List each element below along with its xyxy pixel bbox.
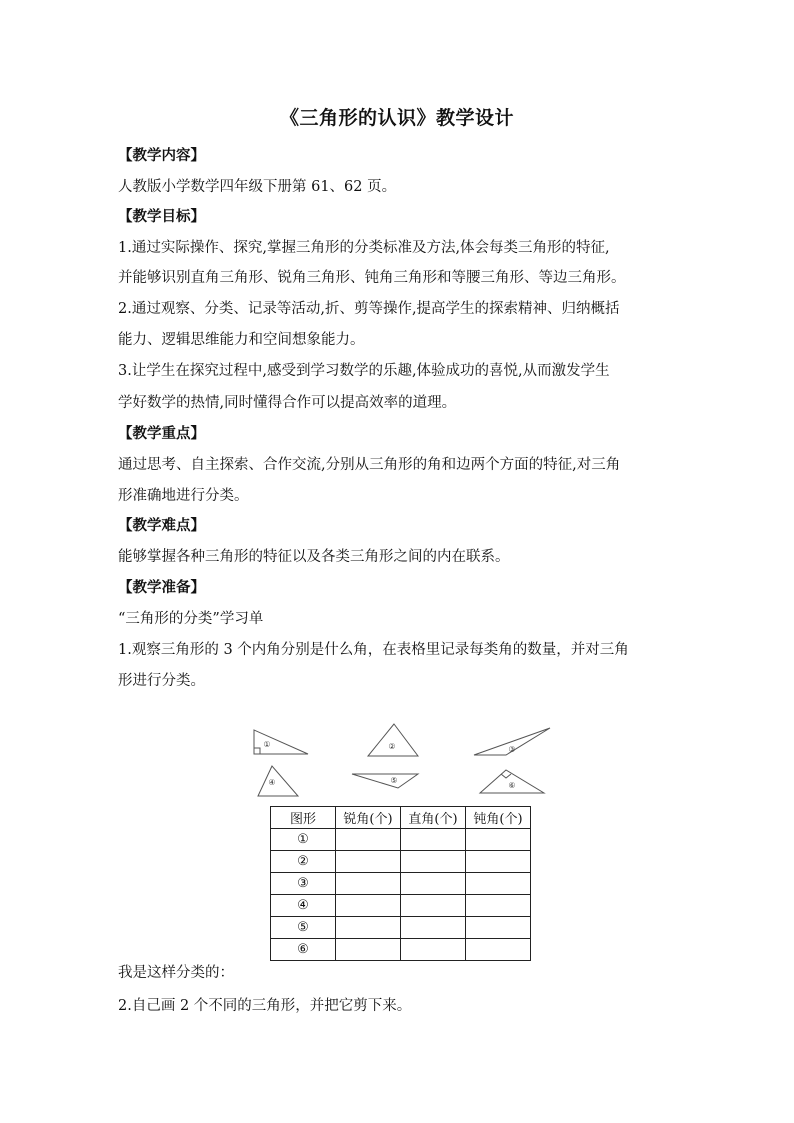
table-row	[271, 895, 531, 917]
goal-3-line-1: 3.让学生在探究过程中,感受到学习数学的乐趣,体验成功的喜悦,从而激发学生	[118, 363, 610, 379]
triangle-label-4: ④	[268, 778, 276, 787]
task-1-line-2: 形进行分类。	[118, 673, 205, 689]
table-cell-shape: ④	[271, 895, 336, 917]
table-cell	[336, 917, 401, 939]
triangle-label-1: ①	[263, 740, 271, 749]
table-cell-shape: ①	[271, 829, 336, 851]
table-cell	[401, 939, 466, 961]
page-title: 《三角形的认识》教学设计	[279, 107, 514, 129]
table-cell	[336, 851, 401, 873]
task-2-text: 2.自己画 2 个不同的三角形，并把它剪下来。	[118, 998, 412, 1014]
table-cell	[466, 917, 531, 939]
triangle-label-5: ⑤	[390, 776, 398, 785]
section-heading-key: 【教学重点】	[118, 425, 205, 442]
table-row	[271, 829, 531, 851]
section-heading-prep: 【教学准备】	[118, 579, 205, 596]
triangle-label-3: ③	[508, 745, 516, 754]
table-cell-shape: ⑥	[271, 939, 336, 961]
table-cell	[336, 829, 401, 851]
classify-text: 我是这样分类的：	[118, 965, 234, 981]
table-cell	[401, 895, 466, 917]
goal-1-line-2: 并能够识别直角三角形、锐角三角形、钝角三角形和等腰三角形、等边三角形。	[118, 270, 626, 286]
table-cell-shape: ③	[271, 873, 336, 895]
task-1-line-1: 1.观察三角形的 3 个内角分别是什么角，在表格里记录每类角的数量，并对三角	[118, 642, 629, 658]
table-header-right: 直角(个)	[401, 807, 466, 829]
triangle-label-6: ⑥	[508, 781, 516, 790]
table-cell	[336, 895, 401, 917]
table-header-acute: 锐角(个)	[336, 807, 401, 829]
table-cell	[401, 873, 466, 895]
table-row	[271, 939, 531, 961]
table-header-row	[271, 807, 531, 829]
table-row	[271, 917, 531, 939]
table-cell	[401, 851, 466, 873]
triangle-5	[352, 774, 418, 788]
table-cell	[401, 829, 466, 851]
goal-1-line-1: 1.通过实际操作、探究,掌握三角形的分类标准及方法,体会每类三角形的特征,	[118, 240, 610, 256]
triangle-1	[254, 730, 308, 754]
table-cell	[401, 917, 466, 939]
triangle-label-2: ②	[388, 742, 396, 751]
goal-2-line-1: 2.通过观察、分类、记录等活动,折、剪等操作,提高学生的探索精神、归纳概括	[118, 301, 620, 317]
table-cell	[466, 851, 531, 873]
key-line-2: 形准确地进行分类。	[118, 488, 249, 504]
table-cell	[336, 939, 401, 961]
table-cell	[466, 939, 531, 961]
table-cell-shape: ⑤	[271, 917, 336, 939]
difficulty-text: 能够掌握各种三角形的特征以及各类三角形之间的内在联系。	[118, 549, 510, 565]
worksheet-title: “三角形的分类”学习单	[118, 611, 264, 627]
angle-count-table	[270, 806, 531, 961]
section-heading-goals: 【教学目标】	[118, 208, 205, 225]
table-cell-shape: ②	[271, 851, 336, 873]
table-cell	[466, 829, 531, 851]
table-row	[271, 851, 531, 873]
goal-2-line-2: 能力、逻辑思维能力和空间想象能力。	[118, 332, 365, 348]
section-heading-content: 【教学内容】	[118, 147, 205, 164]
content-text: 人教版小学数学四年级下册第 61、62 页。	[118, 179, 397, 195]
section-heading-difficulty: 【教学难点】	[118, 517, 205, 534]
table-cell	[466, 873, 531, 895]
goal-3-line-2: 学好数学的热情,同时懂得合作可以提高效率的道理。	[118, 395, 457, 411]
triangle-2	[368, 724, 418, 756]
table-cell	[336, 873, 401, 895]
table-header-shape: 图形	[271, 807, 336, 829]
triangles-figure	[250, 722, 560, 802]
triangle-4	[258, 766, 298, 796]
table-row	[271, 873, 531, 895]
table-cell	[466, 895, 531, 917]
key-line-1: 通过思考、自主探索、合作交流,分别从三角形的角和边两个方面的特征,对三角	[118, 457, 621, 473]
table-header-obtuse: 钝角(个)	[466, 807, 531, 829]
